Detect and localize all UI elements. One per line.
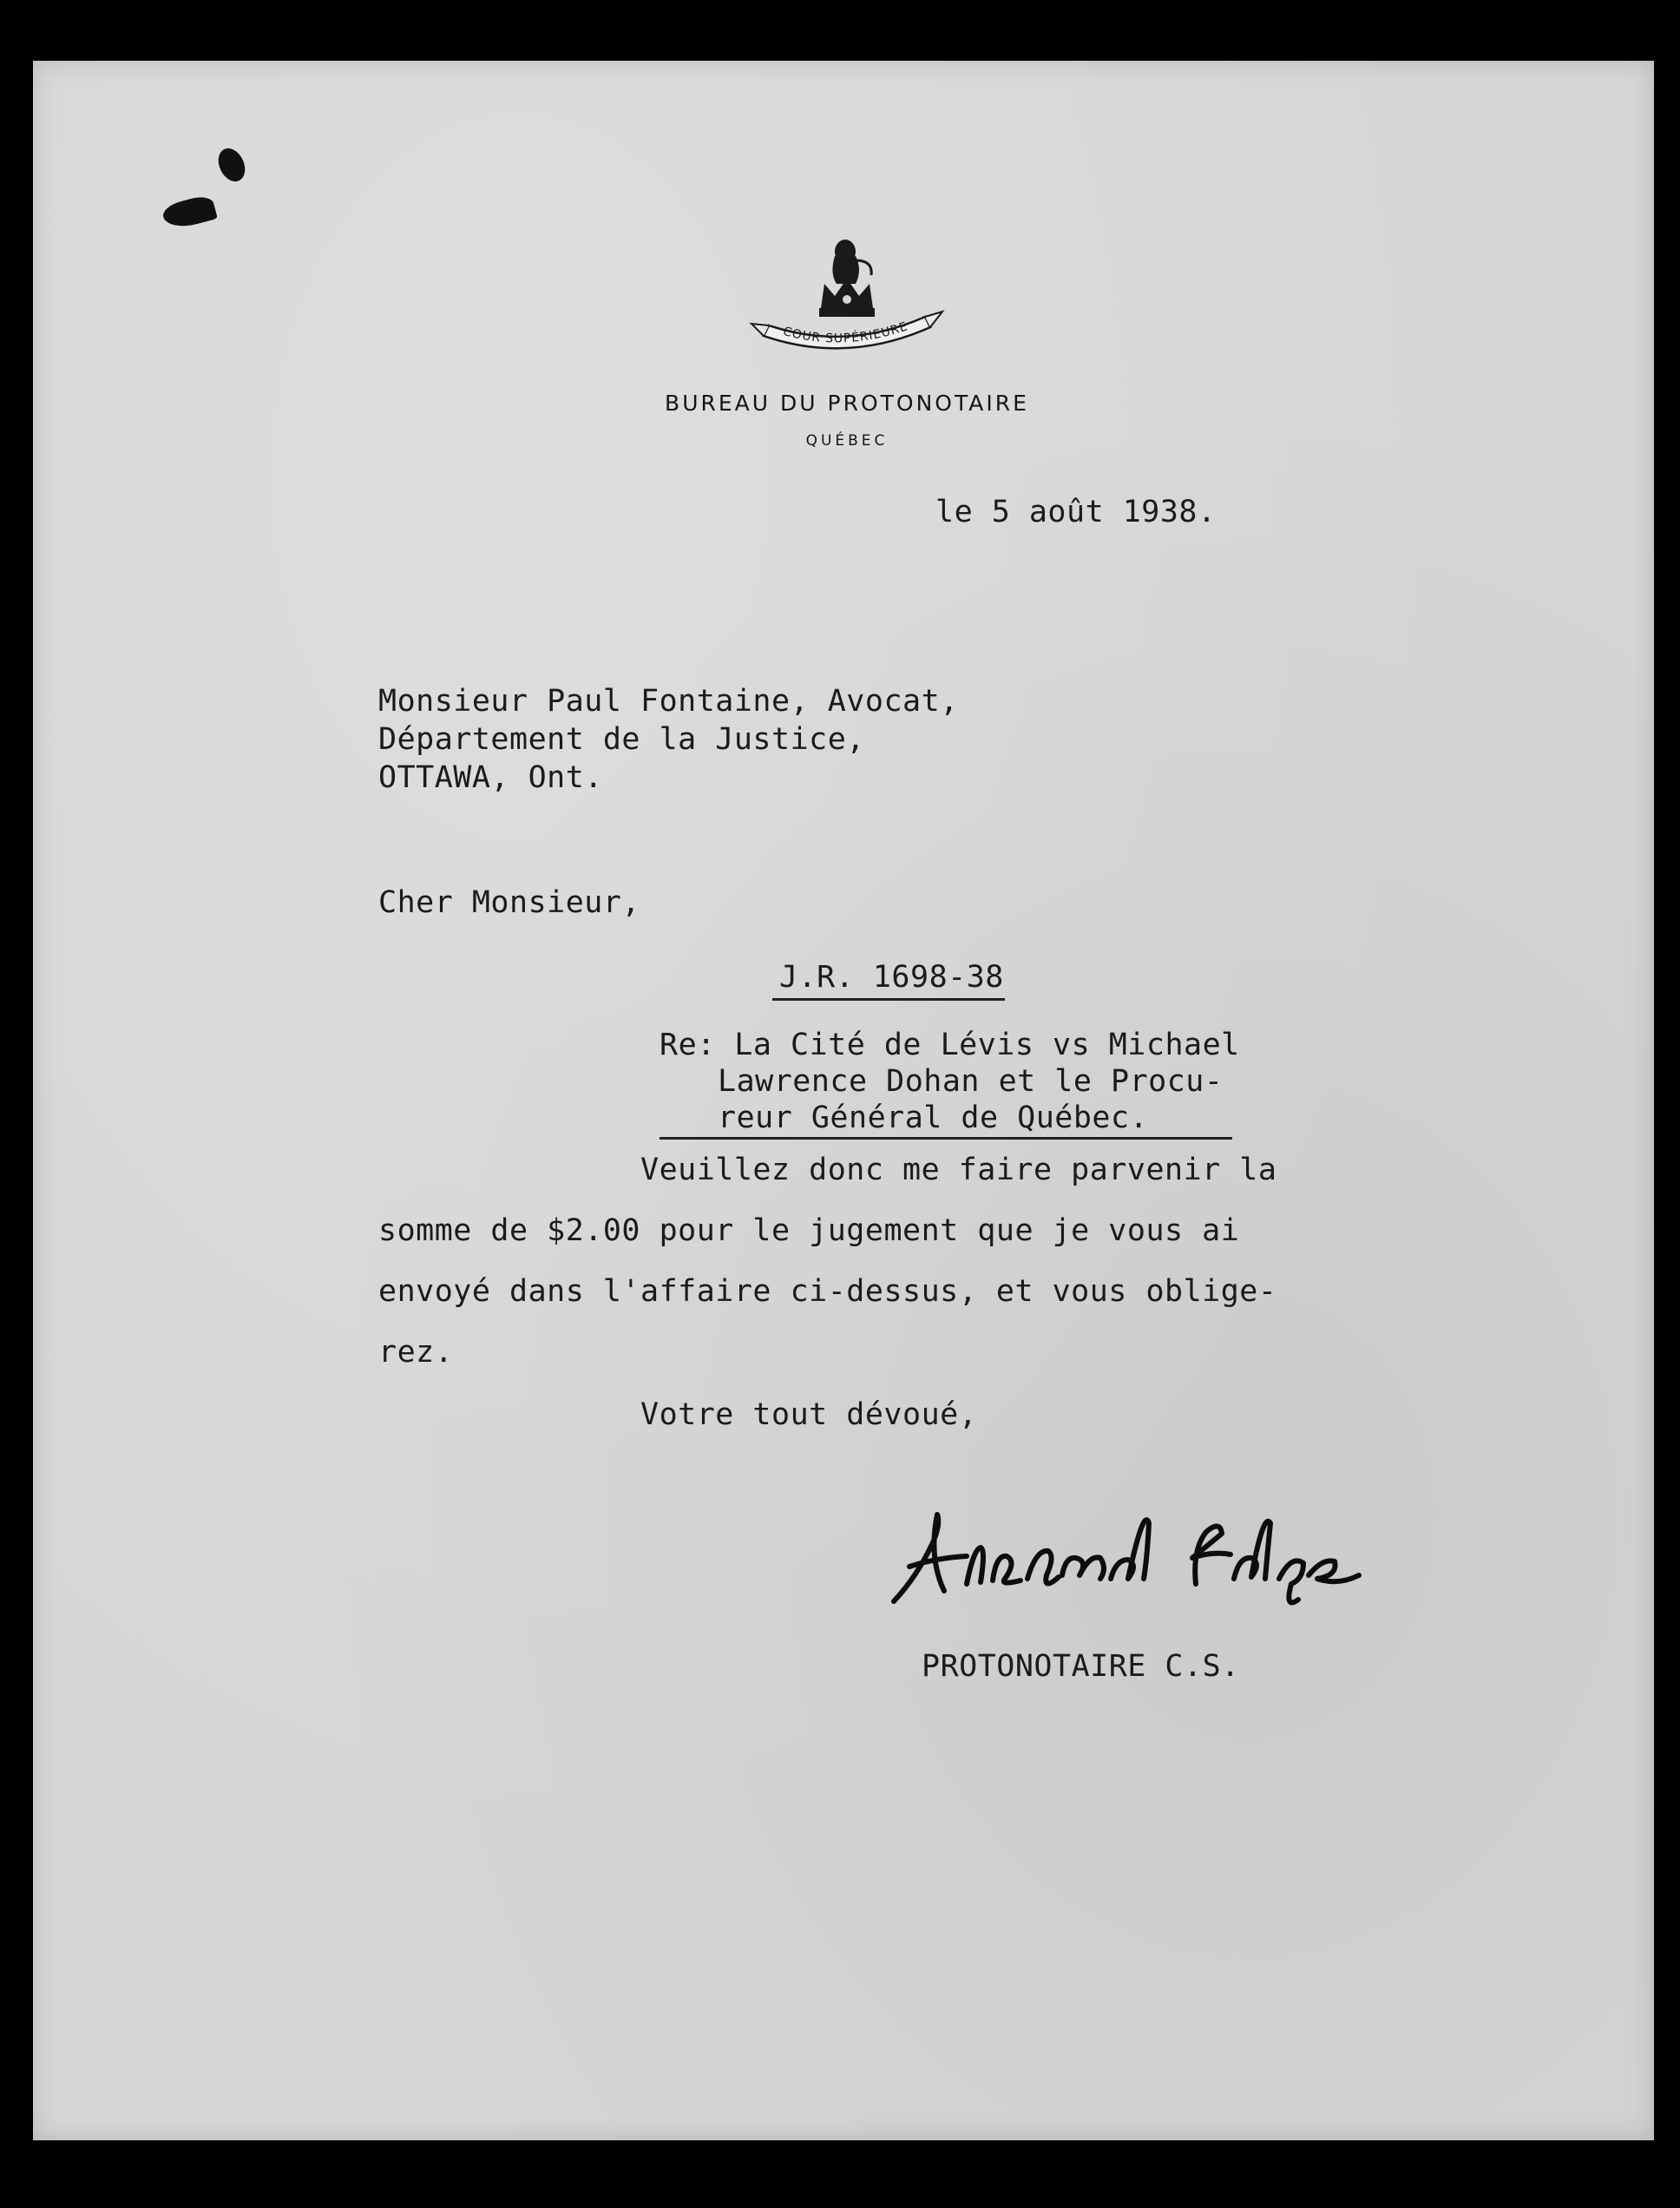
file-number: J.R. 1698-38 [779, 960, 1004, 995]
re-line-3: reur Général de Québec. [718, 1101, 1149, 1135]
signatory-title: PROTONOTAIRE C.S. [922, 1649, 1240, 1684]
letter-page [33, 61, 1654, 2140]
body-line-3: envoyé dans l'affaire ci-dessus, et vous oblige- [378, 1274, 1277, 1309]
closing: Votre tout dévoué, [640, 1397, 978, 1432]
letter-date: le 5 août 1938. [935, 495, 1217, 529]
re-line-2: Lawrence Dohan et le Procu- [718, 1064, 1224, 1099]
recipient-line-1: Monsieur Paul Fontaine, Avocat, [378, 684, 959, 719]
handwritten-signature [883, 1488, 1369, 1627]
punch-mark-bottom [161, 194, 218, 233]
reference-underline [660, 1137, 1232, 1140]
letterhead-city: QUÉBEC [805, 432, 889, 450]
body-line-1: Veuillez donc me faire parvenir la [640, 1153, 1277, 1187]
letterhead-office: BUREAU DU PROTONOTAIRE [665, 391, 1029, 416]
punch-mark-top [213, 144, 250, 186]
salutation: Cher Monsieur, [378, 885, 641, 920]
body-line-4: rez. [378, 1335, 454, 1370]
re-line-1: Re: La Cité de Lévis vs Michael [660, 1028, 1240, 1062]
body-line-2: somme de $2.00 pour le jugement que je vous ai [378, 1213, 1240, 1248]
recipient-line-2: Département de la Justice, [378, 722, 865, 757]
crest-banner-text: COUR SUPÉRIEURE [781, 319, 910, 346]
recipient-line-3: OTTAWA, Ont. [378, 760, 603, 795]
file-number-underline [772, 998, 1005, 1001]
court-crest-icon [734, 221, 960, 352]
